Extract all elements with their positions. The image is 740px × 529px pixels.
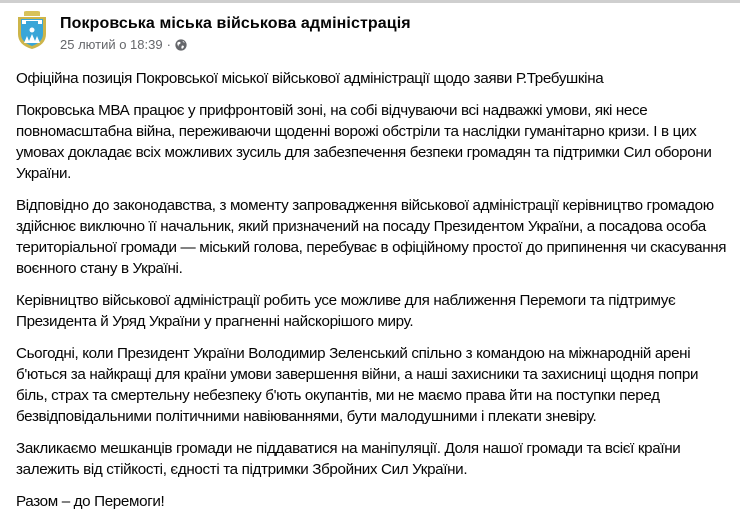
avatar[interactable]: [12, 10, 52, 50]
page-name-link[interactable]: Покровська міська військова адміністрація: [60, 15, 411, 32]
post-paragraph: Відповідно до законодавства, з моменту запровадження військової адміністрації керівництво громадою здійснює виключно її начальник, який призначений на посаду Президентом України, а посадова особа територіальної громади — міський голова, перебуває в офіційному простої до припинення чи скасування воєнного стану в Україні.: [16, 197, 727, 277]
top-divider: [0, 0, 740, 3]
post-body: [16, 68, 728, 523]
post-paragraph: Сьогодні, коли Президент України Володимир Зеленський спільно з командою на міжнародній арені б'ються за найкращі для країни умови завершення війни, а наші захисники та захисниці щодня попри біль, страх та смертельну небезпеку б'ють окупантів, ми не маємо права йти на поступки перед безвідповідальними політичними навіюваннями, бути малодушними і плекати зневіру.: [16, 345, 699, 425]
post-closing-paragraph: Разом – до Перемоги!: [16, 493, 165, 510]
post-timestamp-link[interactable]: 25 лютий о 18:39: [60, 37, 163, 52]
post-paragraph: Покровська МВА працює у прифронтовій зоні, на собі відчуваючи всі надважкі умови, які несе повномасштабна війна, переживаючи щоденні ворожі обстріли та наслідки гуманітарно кризи. І в цих умовах докладає всіх можливих зусиль для забезпечення безпеки громадян та підтримки Сил оборони України.: [16, 102, 712, 182]
post-paragraph: Керівництво військової адміністрації робить усе можливе для наближення Перемоги та підтримує Президента й Уряд України у прагненні найскорішого миру.: [16, 292, 676, 330]
globe-icon[interactable]: [175, 39, 187, 51]
post-paragraph: Закликаємо мешканців громади не піддаватися на маніпуляції. Доля нашої громади та всієї країни залежить від стійкості, єдності та підтримки Збройних Сил України.: [16, 440, 681, 478]
post-title-paragraph: Офіційна позиція Покровської міської військової адміністрації щодо заяви Р.Требушкіна: [16, 70, 604, 87]
post-header: [12, 10, 411, 53]
separator-dot: ·: [166, 37, 171, 52]
coat-of-arms-icon: [13, 10, 51, 50]
